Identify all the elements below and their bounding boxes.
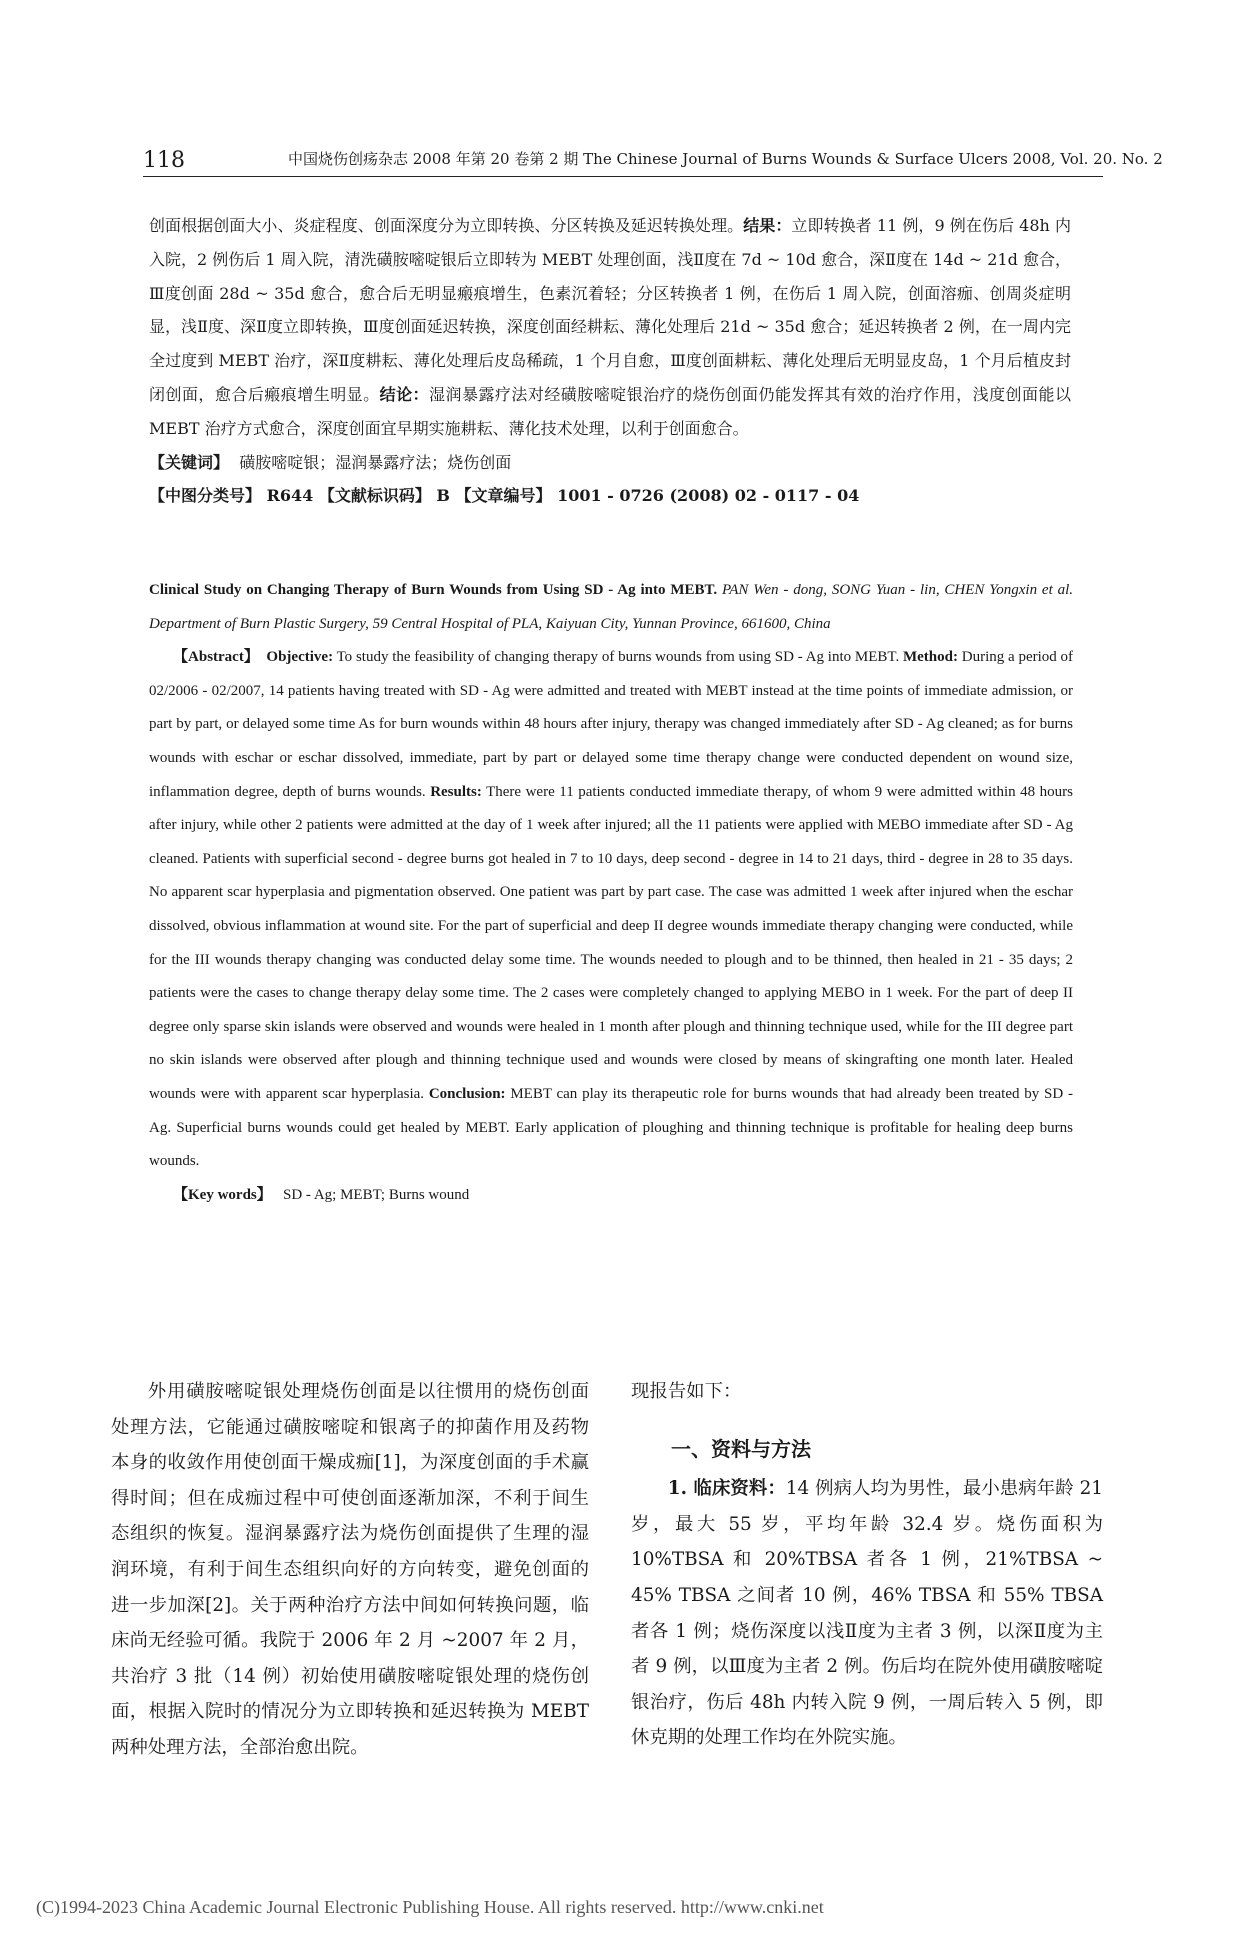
cn-conclusion-label: 结论： — [379, 384, 430, 404]
cn-classification-line: 【中图分类号】 R644 【文献标识码】 B 【文章编号】 1001 - 0726 (2008) 02 - 0117 - 04 — [149, 486, 860, 506]
en-method-label: Method: — [902, 649, 958, 666]
en-keywords: SD - Ag; MEBT; Burns wound — [283, 1186, 470, 1203]
cn-keywords-label: 【关键词】 — [149, 452, 230, 472]
intro-paragraph: 外用磺胺嘧啶银处理烧伤创面是以往惯用的烧伤创面处理方法，它能通过磺胺嘧啶和银离子的抑菌作用及药物本身的收敛作用使创面干燥成痂[1]，为深度创面的手术赢得时间；但在成痂过程中可使创面逐渐加深，不利于间生态组织的恢复。湿润暴露疗法为烧伤创面提供了生理的湿润环境，有利于间生态组织向好的方向转变，避免创面的进一步加深[2]。关于两种治疗方法中间如何转换问题，临床尚无经验可循。我院于 2006 年 2 月 ~2007 年 2 月，共治疗 3 批（14 例）初始使用磺胺嘧啶银处理的烧伤创面，根据入院时的情况分为立即转换和延迟转换为 MEBT 两种处理方法，全部治愈出院。 — [111, 1381, 589, 1758]
journal-running-head: 中国烧伤创疡杂志 2008 年第 20 卷第 2 期 The Chinese Journal of Burns Wounds & Surface Ulcers 2008, Vol. 20. No. 2 — [288, 150, 1163, 168]
clinical-data-text: 14 例病人均为男性，最小患病年龄 21 岁，最大 55 岁，平均年龄 32.4 岁。烧伤面积为 10%TBSA 和 20%TBSA 者各 1 例，21%TBSA ~ 45% TBSA 之间者 10 例，46% TBSA 和 55% TBSA 者各 1 例；烧伤深度以浅Ⅱ度为主者 3 例，以深Ⅱ度为主者 9 例，以Ⅲ度为主者 2 例。伤后均在院外使用磺胺嘧啶银治疗，伤后 48h 内转入院 9 例，一周后转入 5 例，即休克期的处理工作均在外院实施。 — [631, 1478, 1103, 1749]
en-objective-text: To study the feasibility of changing therapy of burns wounds from using SD - Ag into MEBT. — [336, 649, 900, 666]
en-results-text: There were 11 patients conducted immediate therapy, of whom 9 were admitted within 48 hours after injury, while other 2 patients were admitted at the day of 1 week after injured; all the 11 patients were applied with MEBO immediate after SD - Ag cleaned. Patients with superficial second - degree burns got healed in 7 to 10 days, deep second - degree in 14 to 21 days, third - degree in 28 to 35 days. No apparent scar hyperplasia and pigmentation observed. One patient was part by part case. The case was admitted 1 week after injured when the eschar dissolved, obvious inflammation at wound site. For the part of superficial and deep II degree wounds immediate therapy changing were conducted, while for the III wounds therapy changing was conducted delay some time. The wounds needed to plough and to be thinned, then healed in 21 - 35 days; 2 patients were the cases to change therapy delay some time. The 2 cases were completely changed to applying MEBO in 1 week. For the part of deep II degree only sparse skin islands were observed and wounds were healed in 1 month after plough and thinning technique used, while for the III degree part no skin islands were observed after plough and thinning technique used and wounds were closed by means of skingrafting one month later. Healed wounds were with apparent scar hyperplasia. — [149, 783, 1073, 1102]
en-abstract-label: 【Abstract】 — [173, 649, 259, 666]
en-objective-label: Objective: — [266, 649, 334, 666]
header-rule — [143, 176, 1103, 177]
cn-results-label: 结果： — [743, 216, 792, 235]
copyright-footer: (C)1994-2023 China Academic Journal Electronic Publishing House. All rights reserved. http://www.cnki.net — [36, 1897, 824, 1917]
en-conclusion-text: MEBT can play its therapeutic role for burns wounds that had already been treated by SD - Ag. Superficial burns wounds could get healed by MEBT. Early application of ploughing and thinning technique is profitable for healing deep burns wounds. — [149, 1085, 1074, 1170]
en-keywords-label: 【Key words】 — [173, 1186, 272, 1203]
en-article-title: Clinical Study on Changing Therapy of Burn Wounds from Using SD - Ag into MEBT. — [149, 582, 718, 598]
clinical-data-label: 1. 临床资料： — [667, 1478, 786, 1500]
cn-method-continuation: 创面根据创面大小、炎症程度、创面深度分为立即转换、分区转换及延迟转换处理。 — [149, 216, 744, 235]
page-number: 118 — [143, 148, 185, 173]
cn-keywords-line — [149, 446, 1071, 480]
section-heading-materials-methods: 一、资料与方法 — [671, 1436, 811, 1461]
chinese-abstract — [149, 209, 1071, 513]
en-results-label: Results: — [430, 783, 482, 800]
english-abstract — [149, 574, 1073, 1212]
en-conclusion-label: Conclusion: — [428, 1085, 506, 1102]
clinical-data-paragraph — [631, 1471, 1103, 1756]
body-right-column — [631, 1374, 1103, 1756]
en-title-line — [149, 574, 1073, 641]
cn-conclusion-text: 湿润暴露疗法对经磺胺嘧啶银治疗的烧伤创面仍能发挥其有效的治疗作用，浅度创面能以 MEBT 治疗方式愈合，深度创面宜早期实施耕耘、薄化技术处理，以利于创面愈合。 — [149, 384, 1071, 438]
en-abstract-body — [149, 641, 1073, 1179]
intro-continuation: 现报告如下： — [631, 1381, 742, 1402]
cn-abstract-body — [149, 209, 1071, 446]
cn-keywords: 磺胺嘧啶银；湿润暴露疗法；烧伤创面 — [239, 452, 512, 472]
en-method-text: During a period of 02/2006 - 02/2007, 14 patients having treated with SD - Ag were admitted and treated with MEBT instead at the time points of immediate admission, or part by part, or delayed some time As for burn wounds within 48 hours after injury, therapy was changed immediately after SD - Ag cleaned; as for burns wounds with eschar or eschar dissolved, immediate, part by part or delayed some time therapy change were conducted dependent on wound size, inflammation degree, depth of burns wounds. — [149, 649, 1074, 800]
en-authors-affiliation: PAN Wen - dong, SONG Yuan - lin, CHEN Yongxin et al. Department of Burn Plastic Surgery, 59 Central Hospital of PLA, Kaiyuan City, Yunnan Province, 661600, China — [149, 582, 1074, 632]
cn-results-text: 立即转换者 11 例，9 例在伤后 48h 内入院，2 例伤后 1 周入院，清洗磺胺嘧啶银后立即转为 MEBT 处理创面，浅Ⅱ度在 7d ~ 10d 愈合，深Ⅱ度在 14d ~ 21d 愈合，Ⅲ度创面 28d ~ 35d 愈合，愈合后无明显瘢痕增生，色素沉着轻；分区转换者 1 例，在伤后 1 周入院，创面溶痂、创周炎症明显，浅Ⅱ度、深Ⅱ度立即转换，Ⅲ度创面延迟转换，深度创面经耕耘、薄化处理后 21d ~ 35d 愈合；延迟转换者 2 例，在一周内完全过度到 MEBT 治疗，深Ⅱ度耕耘、薄化处理后皮岛稀疏，1 个月自愈，Ⅲ度创面耕耘、薄化处理后无明显皮岛，1 个月后植皮封闭创面，愈合后瘢痕增生明显。 — [149, 216, 1071, 404]
body-left-column — [111, 1374, 589, 1766]
en-keywords-line — [149, 1179, 1073, 1213]
